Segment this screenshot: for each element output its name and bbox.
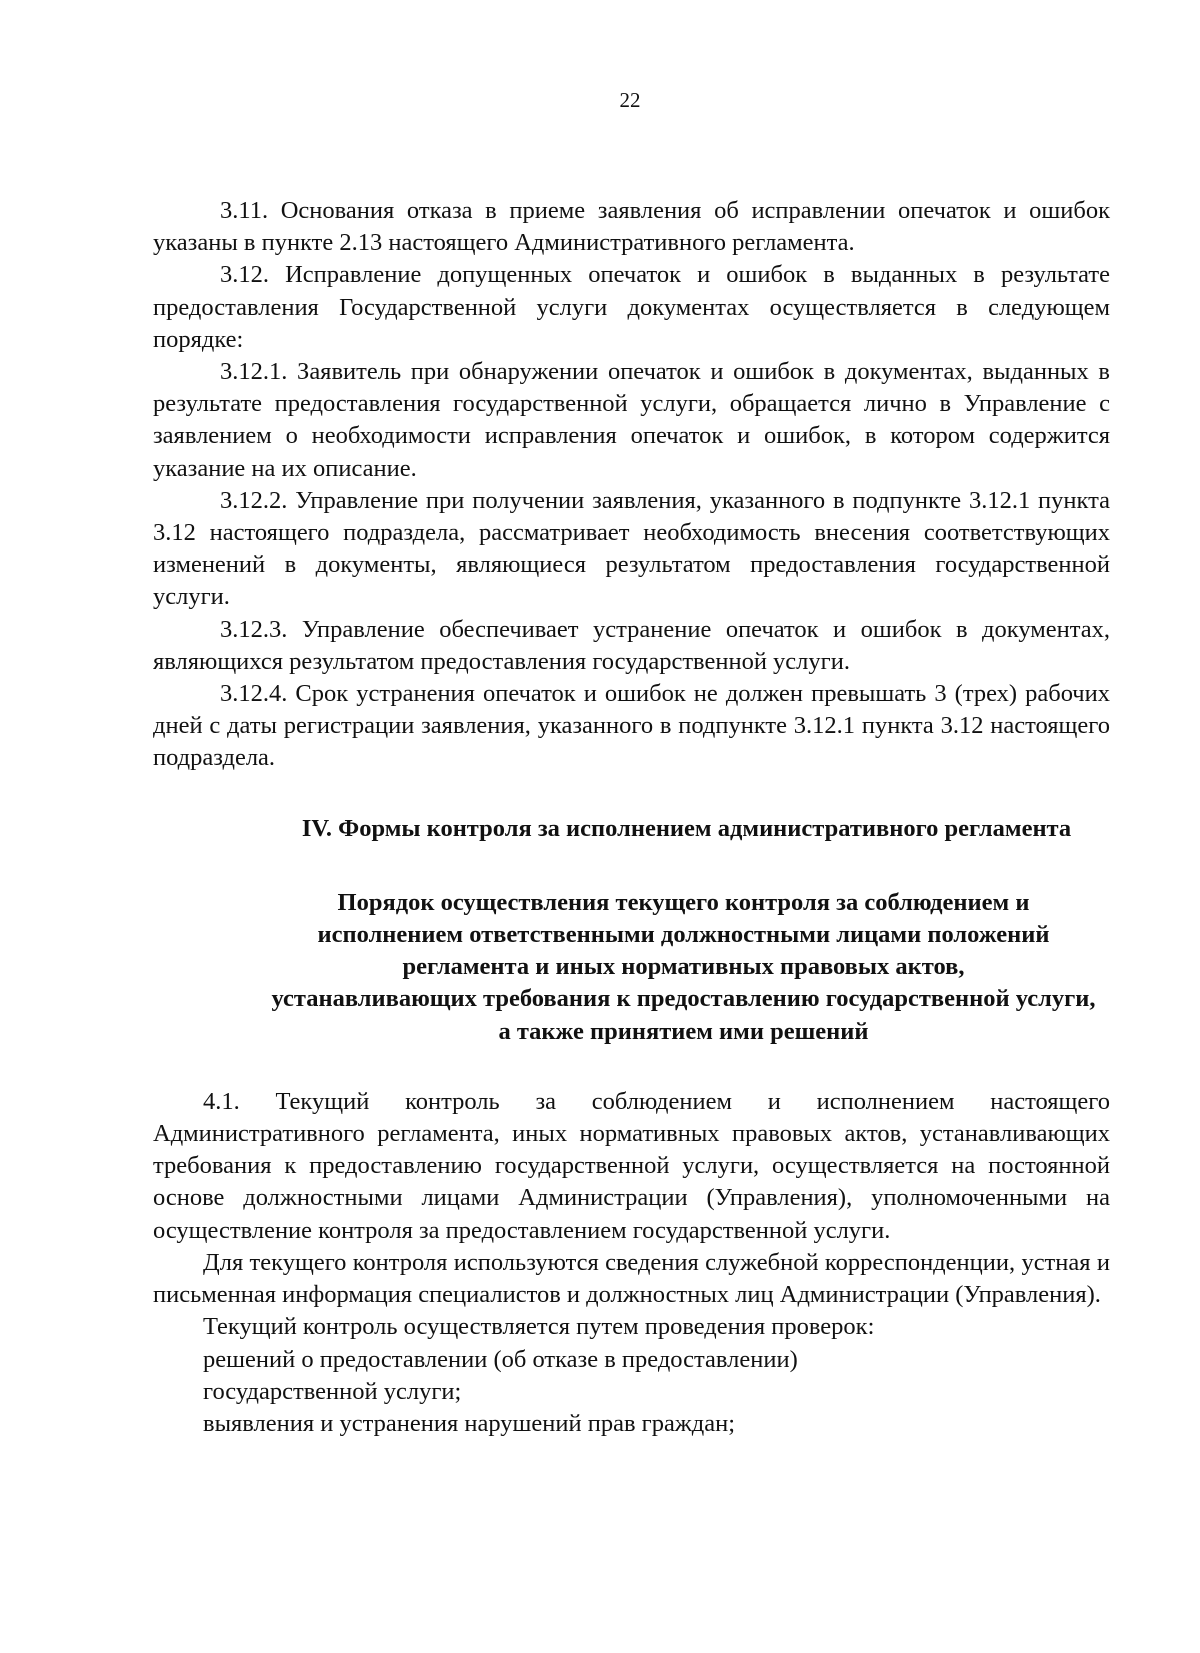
subsection-title-line: Порядок осуществления текущего контроля за соблюдением и [337, 888, 1030, 916]
subsection-title-line: устанавливающих требования к предоставлению государственной услуги, [271, 985, 1096, 1013]
paragraph-3-12: 3.12. Исправление допущенных опечаток и ошибок в выданных в результате предоставления Государственной услуги документах осуществляется в следующем порядке: [153, 261, 1110, 353]
section-title: IV. Формы контроля за исполнением административного регламента [301, 814, 1072, 842]
paragraph-3-12-3: 3.12.3. Управление обеспечивает устранение опечаток и ошибок в документах, являющихся результатом предоставления государственной услуги. [153, 615, 1110, 675]
list-item-violations: выявления и устранения нарушений прав граждан; [203, 1409, 736, 1437]
paragraph-3-12-1: 3.12.1. Заявитель при обнаружении опечаток и ошибок в документах, выданных в результате предоставления государственной услуги, обращается лично в Управление с заявлением о необходимости исправления опечаток и ошибок, в котором содержится указание на их описание. [153, 358, 1110, 482]
list-item-decisions: решений о предоставлении (об отказе в предоставлении) государственной услуги; [203, 1345, 798, 1405]
paragraph-3-11: 3.11. Основания отказа в приеме заявления об исправлении опечаток и ошибок указаны в пункте 2.13 настоящего Административного регламента. [153, 197, 1110, 257]
document-body [153, 195, 1110, 1440]
page-number: 22 [619, 88, 641, 112]
paragraph-checks-intro: Текущий контроль осуществляется путем проведения проверок: [203, 1313, 875, 1341]
subsection-title-line: исполнением ответственными должностными лицами положений [317, 921, 1050, 949]
subsection-title-line: а также принятием ими решений [498, 1017, 869, 1045]
paragraph-3-12-4: 3.12.4. Срок устранения опечаток и ошибок не должен превышать 3 (трех) рабочих дней с даты регистрации заявления, указанного в подпункте 3.12.1 пункта 3.12 настоящего подраздела. [153, 680, 1110, 772]
subsection-title [153, 887, 1110, 1048]
paragraph-3-12-2: 3.12.2. Управление при получении заявления, указанного в подпункте 3.12.1 пункта 3.12 настоящего подраздела, рассматривает необходимость внесения соответствующих изменений в документы, являющиеся результатом предоставления государственной услуги. [153, 486, 1110, 611]
paragraph-correspondence: Для текущего контроля используются сведения служебной корреспонденции, устная и письменная информация специалистов и должностных лиц Администрации (Управления). [153, 1248, 1110, 1309]
paragraph-4-1: 4.1. Текущий контроль за соблюдением и исполнением настоящего Административного регламента, иных нормативных правовых актов, устанавливающих требования к предоставлению государственной услуги, осуществляется на постоянной основе должностными лицами Администрации (Управления), уполномоченными на осуществление контроля за предоставлением государственной услуги. [153, 1087, 1110, 1244]
subsection-title-line: регламента и иных нормативных правовых актов, [402, 953, 965, 981]
